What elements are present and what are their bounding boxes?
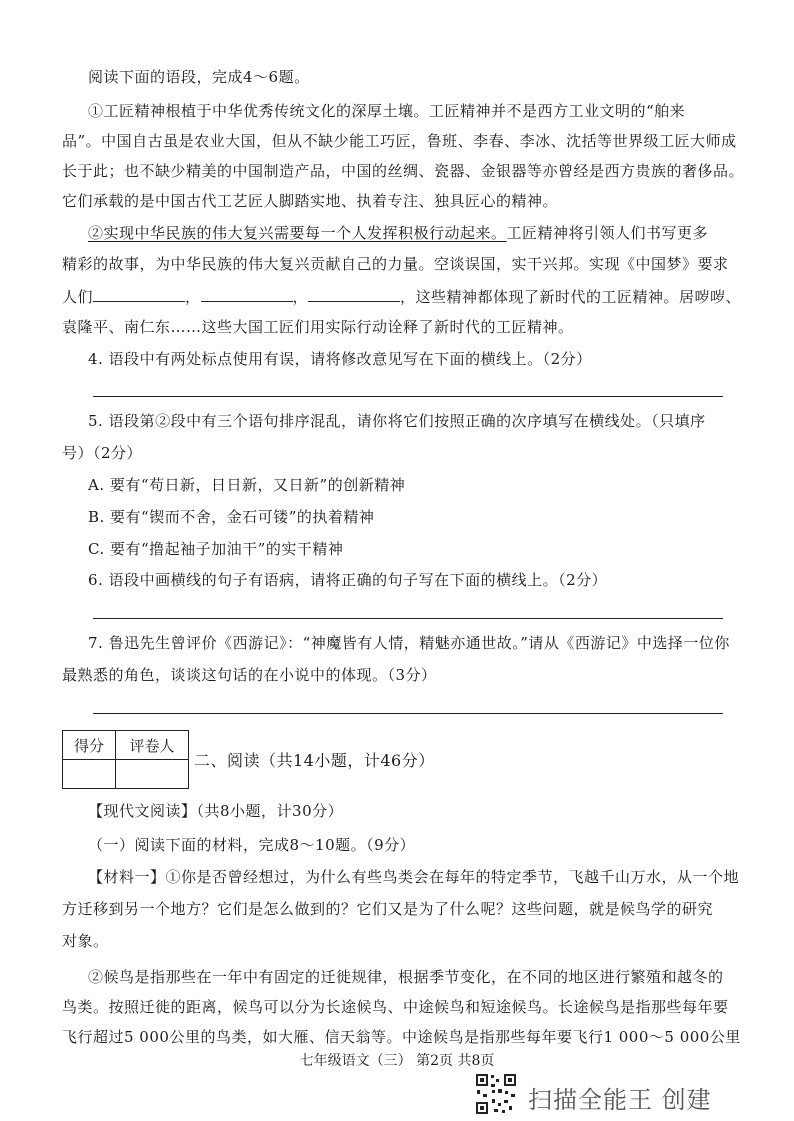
grader-cell[interactable] — [116, 760, 189, 789]
para2-line3 — [62, 286, 741, 308]
question-5-line1: 5. 语段第②段中有三个语句排序混乱，请你将它们按照正确的次序填写在横线处。（只填序 — [88, 412, 706, 430]
para2-line2: 精彩的故事，为中华民族的伟大复兴贡献自己的力量。空谈误国，实干兴邦。实现《中国梦》要求 — [62, 255, 729, 273]
option-a: A. 要有“苟日新，日日新，又日新”的创新精神 — [88, 476, 406, 494]
scanner-watermark: 扫描全能王 创建 — [528, 1086, 712, 1114]
option-c: C. 要有“撸起袖子加油干”的实干精神 — [88, 540, 344, 558]
question-7-line1: 7. 鲁迅先生曾评价《西游记》：“神魔皆有人情，精魅亦通世故。”请从《西游记》中选择一位你 — [88, 634, 730, 652]
grader-header: 评卷人 — [116, 731, 189, 760]
question-7-line2: 最熟悉的角色，谈谈这句话的在小说中的体现。（3分） — [62, 666, 437, 684]
part-one-heading: （一）阅读下面的材料，完成8～10题。（9分） — [88, 836, 416, 854]
question-6: 6. 语段中画横线的句子有语病，请将正确的句子写在下面的横线上。（2分） — [88, 571, 608, 589]
fill-blank-2[interactable] — [201, 287, 293, 302]
material1-line3: 对象。 — [62, 932, 109, 950]
page-footer: 七年级语文（三） 第2页 共8页 — [299, 1053, 495, 1069]
question-4: 4. 语段中有两处标点使用有误，请将修改意见写在下面的横线上。（2分） — [88, 350, 592, 368]
para2-line3-sep-2: ， — [292, 288, 309, 306]
material2-line1: ②候鸟是指那些在一年中有固定的迁徙规律，根据季节变化，在不同的地区进行繁殖和越冬的 — [88, 968, 724, 986]
para2-line1 — [88, 222, 708, 244]
para2-line3-sep-1: ， — [185, 288, 201, 306]
option-b: B. 要有“锲而不舍，金石可镂”的执着精神 — [88, 508, 375, 526]
score-table — [62, 730, 189, 789]
para2-line1-rest: 工匠精神将引领人们书写更多 — [506, 224, 709, 242]
answer-line-q4[interactable] — [93, 396, 723, 397]
score-cell[interactable] — [63, 760, 116, 789]
material2-line3: 飞行超过5 000公里的鸟类，如大雁、信天翁等。中途候鸟是指那些每年要飞行1 000～5 000公里 — [62, 1028, 741, 1046]
para1-line1: ①工匠精神根植于中华优秀传统文化的深厚土壤。工匠精神并不是西方工业文明的“舶来 — [88, 102, 686, 120]
material1-line2: 方迁移到另一个地方？它们是怎么做到的？它们又是为了什么呢？这些问题，就是候鸟学的研究 — [62, 900, 714, 918]
para1-line4: 它们承载的是中国古代工艺匠人脚踏实地、执着专注、独具匠心的精神。 — [62, 192, 559, 210]
material2-line2: 鸟类。按照迁徙的距离，候鸟可以分为长途候鸟、中途候鸟和短途候鸟。长途候鸟是指那些每年要 — [62, 998, 729, 1016]
material1-line1: 【材料一】①你是否曾经想过，为什么有些鸟类会在每年的特定季节，飞越千山万水，从一个地 — [88, 868, 740, 886]
qr-code-icon — [474, 1072, 518, 1116]
para2-line4: 袁隆平、南仁东……这些大国工匠们用实际行动诠释了新时代的工匠精神。 — [62, 318, 574, 336]
para2-line3-end: ，这些精神都体现了新时代的工匠精神。居哕哕、 — [400, 288, 742, 306]
answer-line-q7[interactable] — [93, 713, 723, 714]
score-header: 得分 — [63, 731, 116, 760]
part1-intro: 阅读下面的语段，完成4～6题。 — [88, 68, 310, 86]
para2-line3-start: 人们 — [62, 288, 94, 306]
modern-reading-heading: 【现代文阅读】（共8小题，计30分） — [88, 802, 344, 820]
fill-blank-3[interactable] — [308, 287, 400, 302]
answer-line-q6[interactable] — [93, 618, 723, 619]
question-5-line2: 号）（2分） — [62, 444, 143, 462]
section-2-title: 二、阅读（共14小题，计46分） — [194, 751, 435, 770]
underlined-sentence: ②实现中华民族的伟大复兴需要每一个人发挥积极行动起来。 — [88, 224, 507, 242]
para1-line2: 品”。中国自古虽是农业大国，但从不缺少能工巧匠，鲁班、李春、李冰、沈括等世界级工匠大师成 — [62, 132, 737, 150]
para1-line3: 长于此；也不缺少精美的中国制造产品，中国的丝绸、瓷器、金银器等亦曾经是西方贵族的奢侈品。 — [62, 162, 745, 180]
fill-blank-1[interactable] — [93, 287, 185, 302]
